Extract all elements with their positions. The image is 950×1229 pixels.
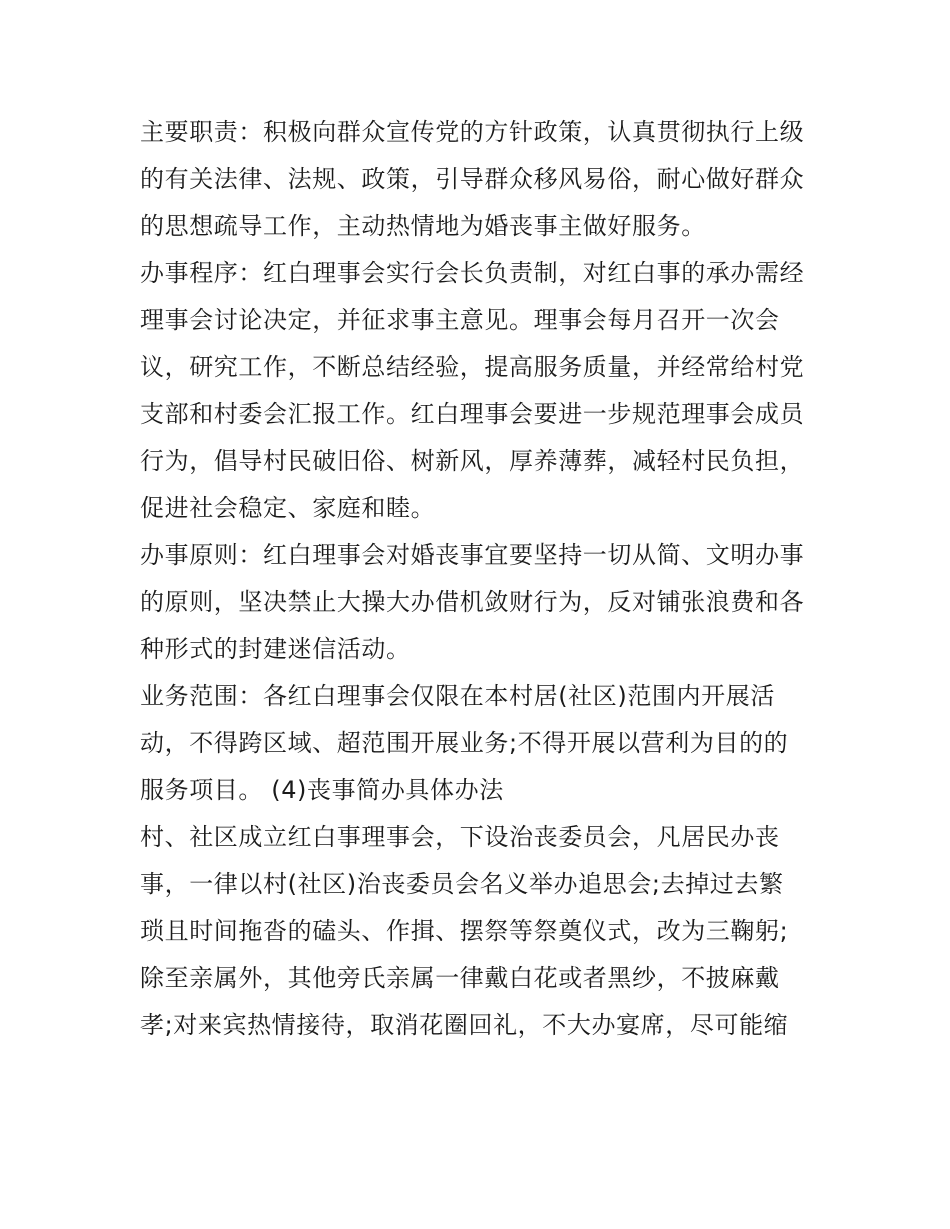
text-line: 行为，倡导村民破旧俗、树新风，厚养薄葬，减轻村民负担， — [140, 447, 805, 475]
text-line: 除至亲属外，其他旁氏亲属一律戴白花或者黑纱，不披麻戴 — [140, 964, 780, 992]
text-line: 理事会讨论决定，并征求事主意见。理事会每月召开一次会 — [140, 306, 780, 334]
text-line: 孝;对来宾热情接待，取消花圈回礼，不大办宴席，尽可能缩 — [140, 1011, 789, 1039]
text-line: 促进社会稳定、家庭和睦。 — [140, 494, 436, 522]
text-line: 的思想疏导工作，主动热情地为婚丧事主做好服务。 — [140, 212, 706, 240]
text-line: 议，研究工作，不断总结经验，提高服务质量，并经常给村党 — [140, 353, 805, 381]
text-line: 种形式的封建迷信活动。 — [140, 635, 411, 663]
text-line: 办事程序：红白理事会实行会长负责制，对红白事的承办需经 — [140, 259, 805, 287]
text-line: 事，一律以村(社区)治丧委员会名义举办追思会;去掉过去繁 — [140, 870, 784, 898]
document-body — [140, 109, 820, 1049]
text-line: 办事原则：红白理事会对婚丧事宜要坚持一切从简、文明办事 — [140, 541, 805, 569]
text-line: 支部和村委会汇报工作。红白理事会要进一步规范理事会成员 — [140, 400, 805, 428]
text-line: 主要职责：积极向群众宣传党的方针政策，认真贯彻执行上级 — [140, 118, 805, 146]
text-line: 的原则，坚决禁止大操大办借机敛财行为，反对铺张浪费和各 — [140, 588, 805, 616]
text-line: 服务项目。 (4)丧事简办具体办法 — [140, 776, 504, 804]
text-line: 村、社区成立红白事理事会，下设治丧委员会，凡居民办丧 — [140, 823, 780, 851]
text-line: 动，不得跨区域、超范围开展业务;不得开展以营利为目的的 — [140, 729, 789, 757]
text-line: 业务范围：各红白理事会仅限在本村居(社区)范围内开展活 — [140, 682, 775, 710]
text-line: 的有关法律、法规、政策，引导群众移风易俗，耐心做好群众 — [140, 165, 805, 193]
text-line: 琐且时间拖沓的磕头、作揖、摆祭等祭奠仪式，改为三鞠躬; — [140, 917, 789, 945]
